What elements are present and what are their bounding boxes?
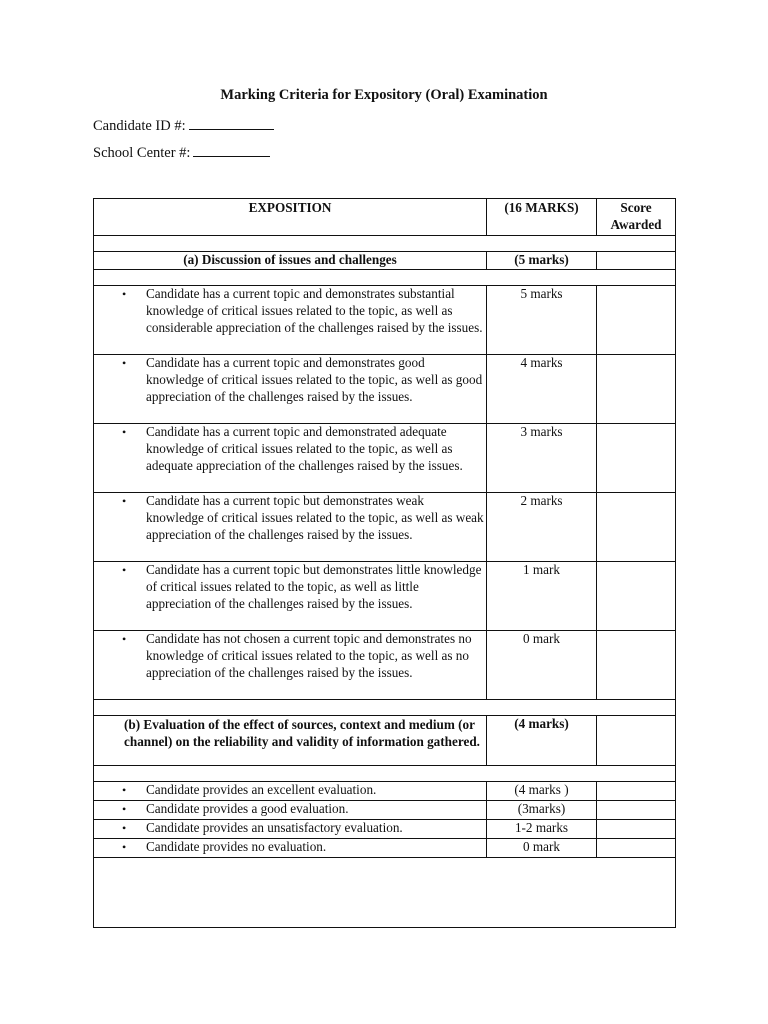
bullet-icon: •: [122, 425, 127, 439]
criterion-text-cell: [94, 562, 487, 631]
criterion-text-cell: [94, 355, 487, 424]
evaluation-marks: (4 marks ): [487, 782, 597, 801]
school-center-blank: [193, 143, 270, 157]
evaluation-row: [94, 801, 676, 820]
bullet-icon: •: [122, 783, 127, 797]
evaluation-text-cell: [94, 839, 487, 858]
evaluation-text: Candidate provides an unsatisfactory evaluation.: [146, 820, 403, 835]
candidate-id-label: Candidate ID #:: [93, 118, 186, 134]
criterion-text: Candidate has a current topic and demonstrates substantial knowledge of critical issues related to the topic, as well as considerable appreciation of the challenges raised by the issues.: [146, 286, 483, 335]
score-cell: [597, 820, 676, 839]
spacer-row: [94, 236, 676, 252]
evaluation-text-cell: [94, 801, 487, 820]
evaluation-text: Candidate provides an excellent evaluation.: [146, 782, 377, 797]
evaluation-text: Candidate provides no evaluation.: [146, 839, 327, 854]
criterion-marks: 4 marks: [487, 355, 597, 424]
total-marks-header: (16 MARKS): [487, 199, 597, 236]
blank-footer-row: [94, 858, 676, 928]
criterion-text: Candidate has a current topic and demonstrates good knowledge of critical issues related to the topic, as well as good appreciation of the challenges raised by the issues.: [146, 355, 483, 404]
spacer-row: [94, 766, 676, 782]
bullet-icon: •: [122, 287, 127, 301]
section-b-title: (b) Evaluation of the effect of sources, context and medium (or channel) on the reliability and validity of information gathered.: [94, 716, 487, 766]
exposition-header: EXPOSITION: [94, 199, 487, 236]
criterion-text-cell: [94, 493, 487, 562]
criterion-text: Candidate has not chosen a current topic and demonstrates no knowledge of critical issues related to the topic, as well as no appreciation of the challenges raised by the issues.: [146, 631, 472, 680]
section-b-header-row: [94, 716, 676, 766]
criterion-marks: 3 marks: [487, 424, 597, 493]
table-header-row: [94, 199, 676, 236]
bullet-icon: •: [122, 632, 127, 646]
section-a-title: (a) Discussion of issues and challenges: [94, 252, 487, 270]
section-b-marks: (4 marks): [487, 716, 597, 766]
bullet-icon: •: [122, 356, 127, 370]
criterion-marks: 2 marks: [487, 493, 597, 562]
score-cell: [597, 631, 676, 700]
school-center-field: [93, 143, 270, 162]
criterion-row: [94, 286, 676, 355]
criterion-row: [94, 493, 676, 562]
bullet-icon: •: [122, 821, 127, 835]
marking-criteria-table: [93, 198, 676, 928]
bullet-icon: •: [122, 802, 127, 816]
criterion-text: Candidate has a current topic but demonstrates little knowledge of critical issues related to the topic, as well as little appreciation of the challenges raised by the issues.: [146, 562, 482, 611]
section-a-header-row: [94, 252, 676, 270]
section-a-score-cell: [597, 252, 676, 270]
evaluation-text-cell: [94, 820, 487, 839]
criterion-row: [94, 562, 676, 631]
score-cell: [597, 782, 676, 801]
criterion-text-cell: [94, 286, 487, 355]
criterion-text-cell: [94, 424, 487, 493]
criterion-marks: 5 marks: [487, 286, 597, 355]
evaluation-marks: 0 mark: [487, 839, 597, 858]
score-awarded-header: [597, 199, 676, 236]
score-header-line2: Awarded: [610, 216, 662, 232]
criterion-text: Candidate has a current topic but demonstrates weak knowledge of critical issues related to the topic, as well as weak appreciation of the challenges raised by the issues.: [146, 493, 484, 542]
criterion-text-cell: [94, 631, 487, 700]
evaluation-row: [94, 820, 676, 839]
section-a-marks: (5 marks): [487, 252, 597, 270]
score-cell: [597, 355, 676, 424]
criterion-row: [94, 424, 676, 493]
school-center-label: School Center #:: [93, 145, 191, 161]
document-title: Marking Criteria for Expository (Oral) Examination: [220, 87, 548, 103]
score-cell: [597, 801, 676, 820]
criterion-marks: 1 mark: [487, 562, 597, 631]
score-cell: [597, 493, 676, 562]
evaluation-text-cell: [94, 782, 487, 801]
criterion-row: [94, 631, 676, 700]
criterion-text: Candidate has a current topic and demonstrated adequate knowledge of critical issues related to the topic, as well as adequate appreciation of the challenges raised by the issues.: [146, 424, 463, 473]
score-cell: [597, 286, 676, 355]
bullet-icon: •: [122, 494, 127, 508]
score-cell: [597, 562, 676, 631]
evaluation-marks: 1-2 marks: [487, 820, 597, 839]
evaluation-row: [94, 782, 676, 801]
candidate-id-blank: [189, 116, 274, 130]
spacer-row: [94, 700, 676, 716]
criterion-marks: 0 mark: [487, 631, 597, 700]
score-header-line1: Score: [620, 200, 652, 215]
criterion-row: [94, 355, 676, 424]
evaluation-row: [94, 839, 676, 858]
score-cell: [597, 424, 676, 493]
section-b-score-cell: [597, 716, 676, 766]
score-cell: [597, 839, 676, 858]
spacer-row: [94, 270, 676, 286]
evaluation-text: Candidate provides a good evaluation.: [146, 801, 349, 816]
bullet-icon: •: [122, 563, 127, 577]
candidate-id-field: [93, 116, 274, 135]
bullet-icon: •: [122, 840, 127, 854]
evaluation-marks: (3marks): [487, 801, 597, 820]
